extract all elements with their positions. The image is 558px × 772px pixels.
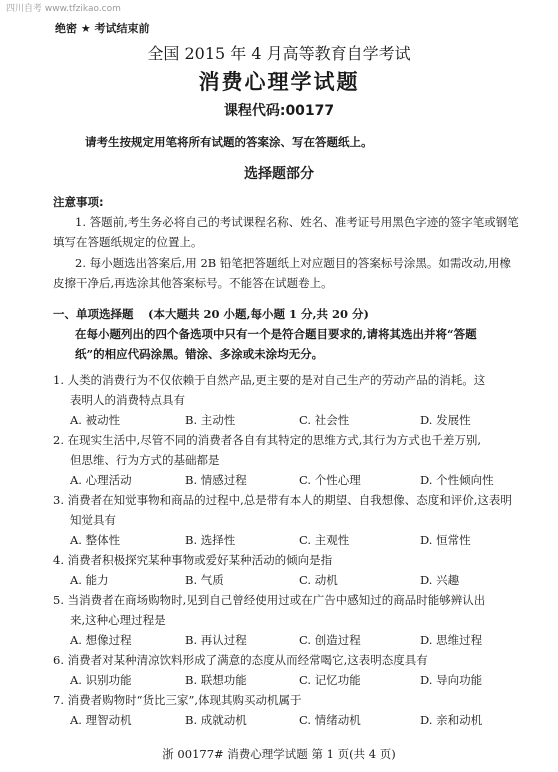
question-1-option-a: A. 被动性 [70,413,121,427]
question-6-option-a: A. 识别功能 [70,673,132,687]
question-1-option-b: B. 主动性 [185,413,236,427]
secret-label: 绝密 ★ 考试结束前 [55,22,150,35]
section-title: 选择题部分 [244,166,314,182]
note-1-line-2: 填写在答题纸规定的位置上。 [53,235,203,249]
note-2-line-2: 皮擦干净后,再选涂其他答案标号。不能答在试题卷上。 [53,276,333,290]
question-5-stem: 5. 当消费者在商场购物时,见到自己曾经使用过或在广告中感知过的商品时能够辨认出 [53,593,486,607]
question-6-stem: 6. 消费者对某种清凉饮料形成了满意的态度从而经常喝它,这表明态度具有 [53,653,428,667]
answer-instruction: 请考生按规定用笔将所有试题的答案涂、写在答题纸上。 [85,135,373,149]
question-2-option-c: C. 个性心理 [299,473,361,487]
question-3-stem: 3. 消费者在知觉事物和商品的过程中,总是带有本人的期望、自我想像、态度和评价,这表明 [53,493,512,507]
question-5-option-d: D. 思维过程 [420,633,483,647]
exam-line: 全国 2015 年 4 月高等教育自学考试 [147,44,411,63]
question-5-cont: 来,这种心理过程是 [70,613,166,627]
part-desc-line-1: 在每小题列出的四个备选项中只有一个是符合题目要求的,请将其选出并将“答题 [75,327,477,341]
question-4-option-b: B. 气质 [185,573,224,587]
notes-heading: 注意事项: [53,195,104,209]
question-3-option-d: D. 恒常性 [420,533,471,547]
question-4-option-c: C. 动机 [299,573,338,587]
question-5-option-b: B. 再认过程 [185,633,247,647]
question-7-option-d: D. 亲和动机 [420,713,483,727]
question-1-option-d: D. 发展性 [420,413,471,427]
question-2-cont: 但思维、行为方式的基础都是 [70,453,220,467]
note-1-line-1: 1. 答题前,考生务必将自己的考试课程名称、姓名、准考证号用黑色字迹的签字笔或钢笔 [75,215,519,229]
question-1-option-c: C. 社会性 [299,413,350,427]
question-5-option-c: C. 创造过程 [299,633,361,647]
question-2-option-a: A. 心理活动 [70,473,132,487]
question-3-option-a: A. 整体性 [70,533,121,547]
question-4-option-a: A. 能力 [70,573,109,587]
part-desc-line-2: 纸”的相应代码涂黑。错涂、多涂或未涂均无分。 [75,347,324,361]
question-7-stem: 7. 消费者购物时“货比三家”,体现其购买动机属于 [53,693,302,707]
question-1-stem: 1. 人类的消费行为不仅依赖于自然产品,更主要的是对自己生产的劳动产品的消耗。这 [53,373,486,387]
part-heading: 一、单项选择题 [53,307,134,321]
question-4-option-d: D. 兴趣 [420,573,460,587]
part-heading-info: (本大题共 20 小题,每小题 1 分,共 20 分) [148,307,369,321]
question-2-option-d: D. 个性倾向性 [420,473,494,487]
question-6-option-d: D. 导向功能 [420,673,483,687]
question-5-option-a: A. 想像过程 [70,633,132,647]
question-7-option-a: A. 理智动机 [70,713,132,727]
page-footer: 浙 00177# 消费心理学试题 第 1 页(共 4 页) [162,747,396,761]
question-6-option-b: B. 联想功能 [185,673,247,687]
question-3-option-b: B. 选择性 [185,533,236,547]
watermark: 四川自考 www.tfzikao.com [6,4,121,14]
question-3-cont: 知觉具有 [70,513,116,527]
page-title: 消费心理学试题 [198,70,360,94]
question-6-option-c: C. 记忆功能 [299,673,361,687]
question-3-option-c: C. 主观性 [299,533,350,547]
question-2-stem: 2. 在现实生活中,尽管不同的消费者各自有其特定的思维方式,其行为方式也千差万别, [53,433,482,447]
question-4-stem: 4. 消费者积极探究某种事物或爱好某种活动的倾向是指 [53,553,333,567]
question-1-cont: 表明人的消费特点具有 [70,393,185,407]
question-7-option-b: B. 成就动机 [185,713,247,727]
course-code: 课程代码:00177 [223,103,335,119]
note-2-line-1: 2. 每小题选出答案后,用 2B 铅笔把答题纸上对应题目的答案标号涂黑。如需改动,用橡 [75,256,512,270]
question-2-option-b: B. 情感过程 [185,473,247,487]
question-7-option-c: C. 情绪动机 [299,713,361,727]
